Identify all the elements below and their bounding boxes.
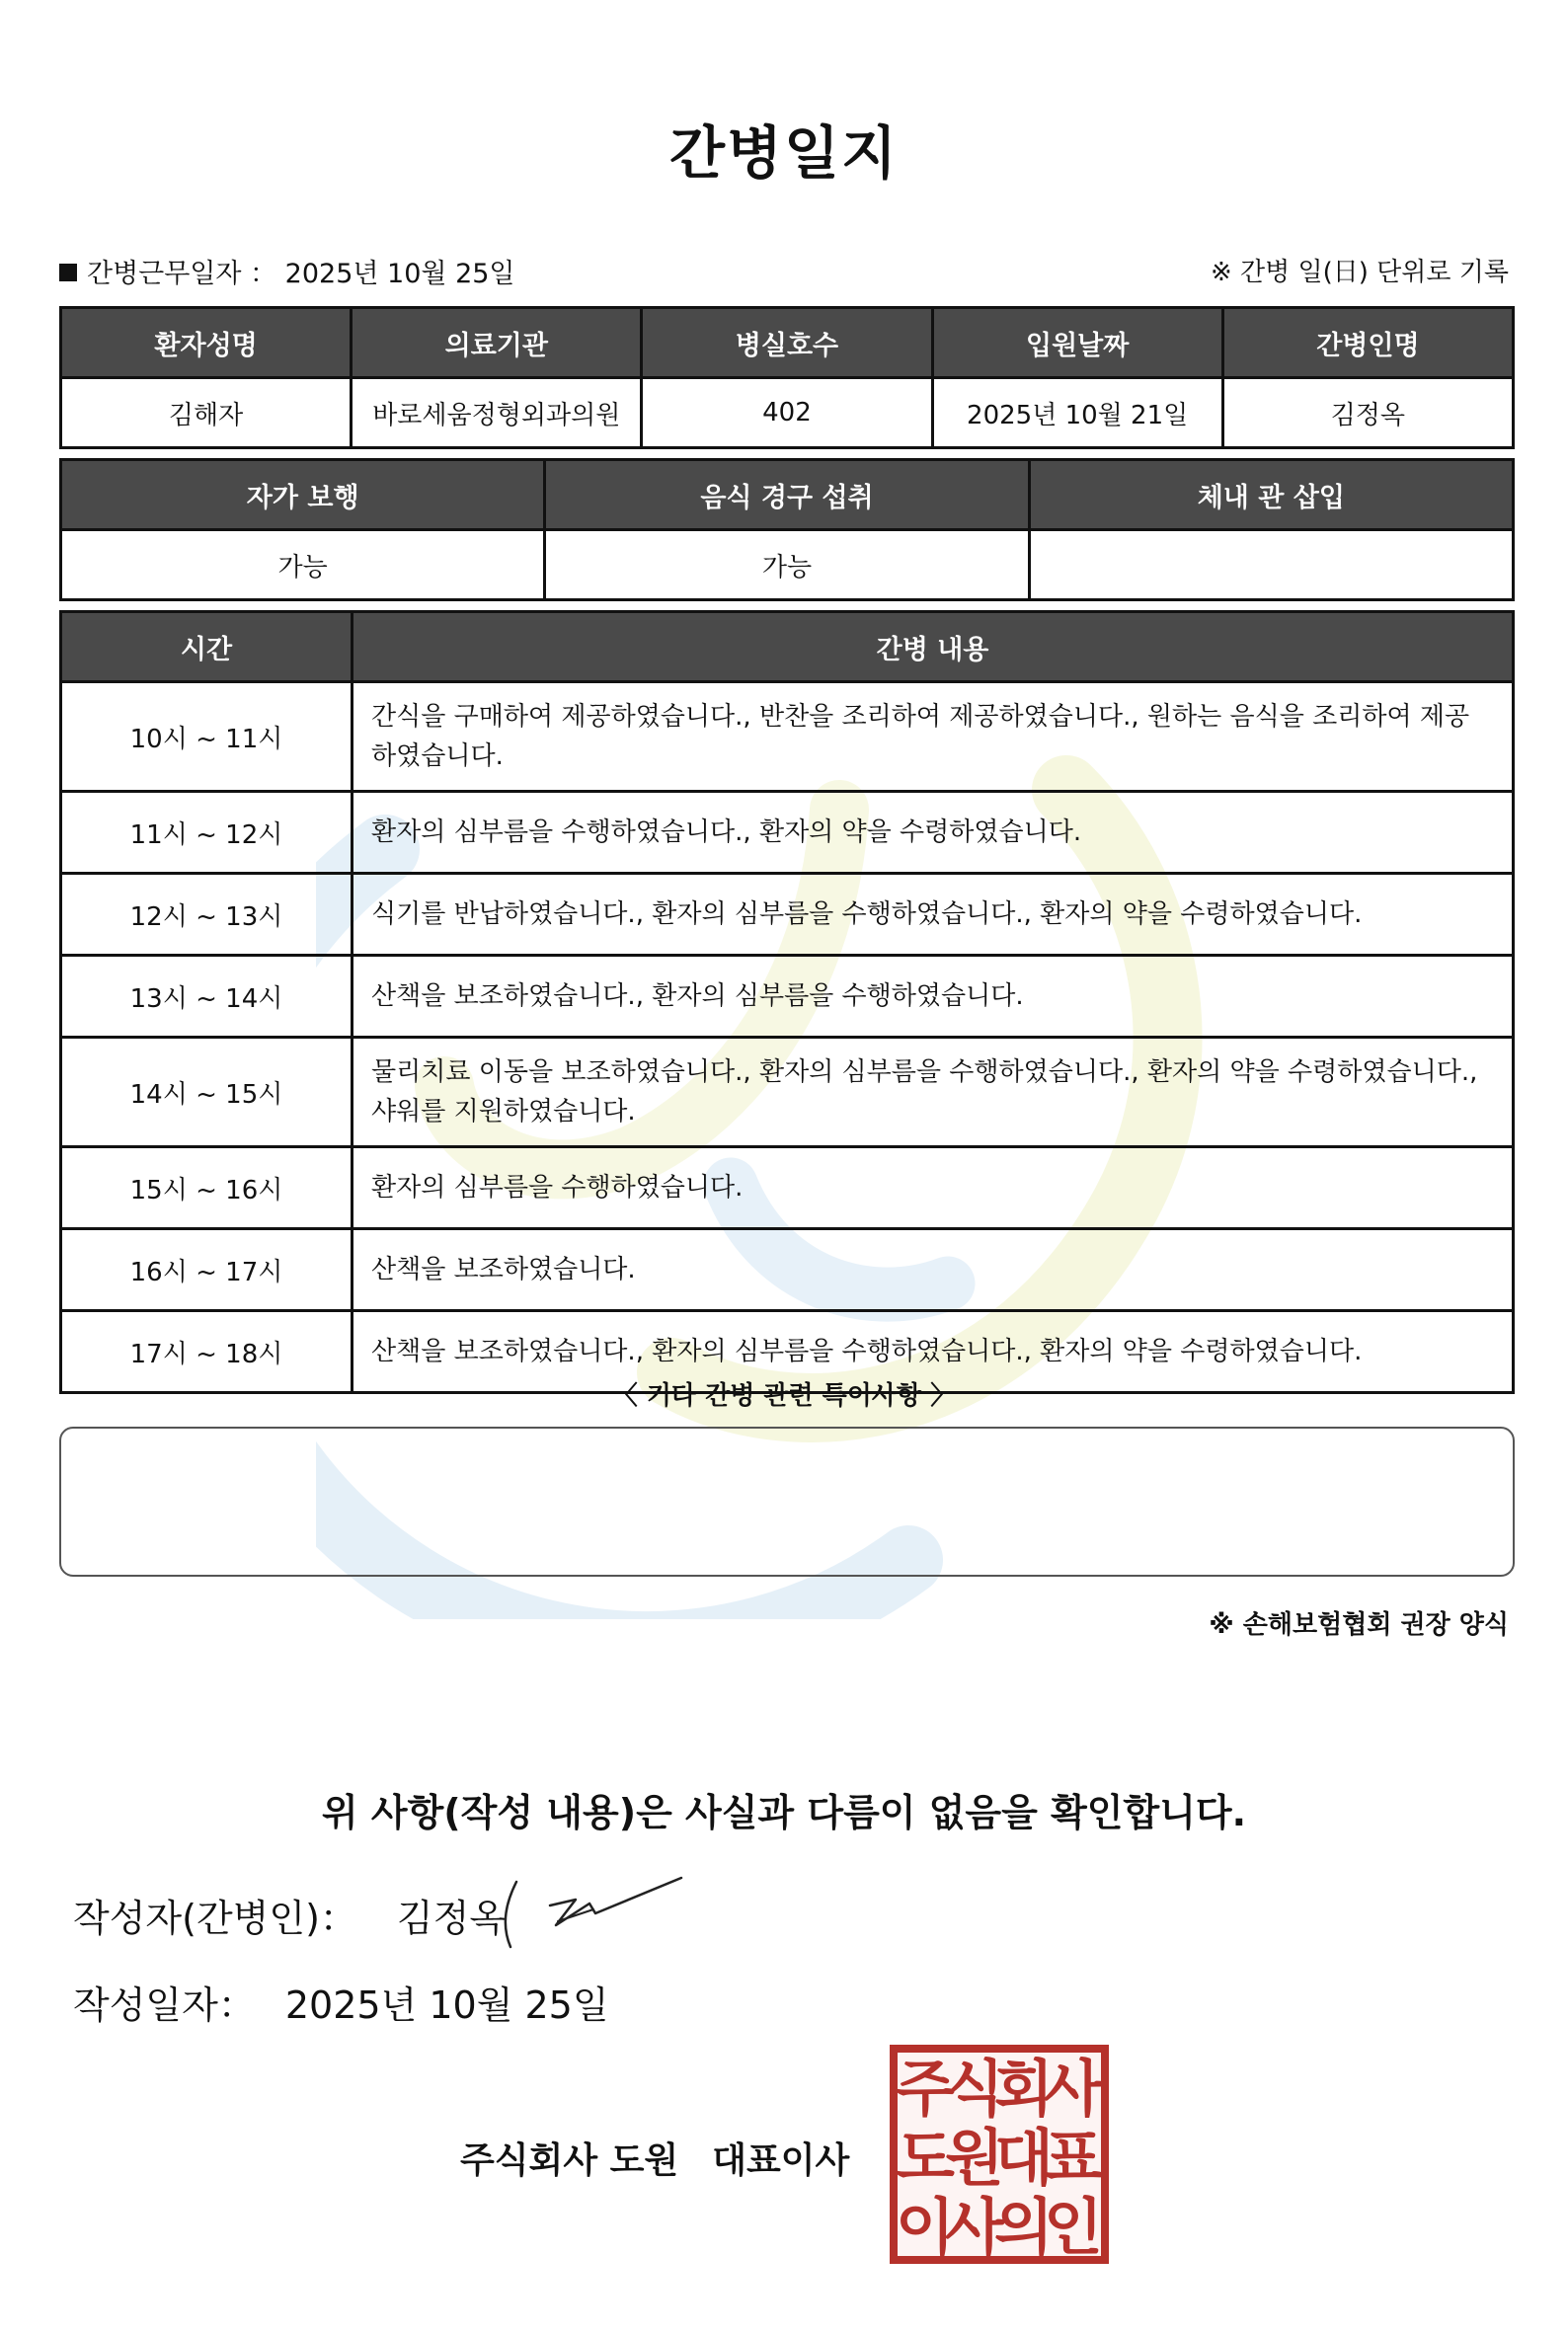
svg-text:식: 식: [945, 2053, 1004, 2125]
patient-header-row: [61, 308, 1514, 378]
work-date-line: [59, 252, 515, 290]
caregiver-name: 김정옥: [1222, 378, 1513, 448]
table-row: [61, 1147, 1514, 1229]
svg-text:대: 대: [994, 2122, 1054, 2194]
care-content: 식기를 반납하였습니다., 환자의 심부름을 수행하였습니다., 환자의 약을 수령하였습니다.: [353, 874, 1514, 956]
record-note: ※ 간병 일(日) 단위로 기록: [1210, 258, 1509, 287]
care-time: 11시 ~ 12시: [61, 792, 353, 874]
company-signature-line: [460, 2133, 849, 2183]
care-time: 17시 ~ 18시: [61, 1311, 353, 1393]
svg-text:원: 원: [945, 2122, 1004, 2194]
care-content: 간식을 구매하여 제공하였습니다., 반찬을 조리하여 제공하였습니다., 원하는 음식을 조리하여 제공하였습니다.: [353, 682, 1514, 792]
work-date-value: 2025년 10월 25일: [284, 259, 515, 289]
tube-insertion-value: [1029, 530, 1513, 600]
status-value-row: [61, 530, 1514, 600]
written-date-line: [73, 1975, 609, 2029]
author-name: 김정옥: [396, 1897, 507, 1940]
care-content: 산책을 보조하였습니다., 환자의 심부름을 수행하였습니다.: [353, 956, 1514, 1038]
svg-text:사: 사: [1044, 2053, 1103, 2125]
form-note: ※ 손해보험협회 권장 양식: [1209, 1610, 1509, 1640]
table-row: [61, 1038, 1514, 1147]
table-row: [61, 956, 1514, 1038]
svg-text:이: 이: [896, 2191, 955, 2263]
company-seal-stamp: [889, 2044, 1110, 2265]
notes-title: 〈 기타 간병 관련 특이사항 〉: [611, 1381, 957, 1411]
care-time: 16시 ~ 17시: [61, 1229, 353, 1311]
square-bullet-icon: [59, 264, 77, 281]
author-line: [73, 1888, 506, 1942]
confirmation-statement: 위 사항(작성 내용)은 사실과 다름이 없음을 확인합니다.: [321, 1791, 1247, 1834]
admission-date: 2025년 10월 21일: [932, 378, 1222, 448]
status-header-row: [61, 460, 1514, 530]
table-row: [61, 682, 1514, 792]
header-institution: 의료기관: [352, 308, 642, 378]
written-date-label: 작성일자：: [73, 1983, 256, 2027]
care-content: 산책을 보조하였습니다.: [353, 1229, 1514, 1311]
svg-text:인: 인: [1044, 2191, 1103, 2263]
care-time: 13시 ~ 14시: [61, 956, 353, 1038]
handwritten-signature: [499, 1874, 686, 1953]
patient-name: 김해자: [61, 378, 352, 448]
care-time: 14시 ~ 15시: [61, 1038, 353, 1147]
author-label: 작성자(간병인)：: [73, 1897, 357, 1940]
table-row: [61, 874, 1514, 956]
svg-text:주: 주: [896, 2053, 955, 2125]
table-row: [61, 792, 1514, 874]
work-date-label: 간병근무일자 ：: [87, 259, 277, 289]
care-time: 12시 ~ 13시: [61, 874, 353, 956]
care-header-row: [61, 612, 1514, 682]
patient-status-table: [59, 458, 1515, 601]
header-care-content: 간병 내용: [353, 612, 1514, 682]
company-name: 주식회사 도원: [460, 2140, 679, 2181]
patient-info-table: [59, 306, 1515, 449]
oral-intake-value: 가능: [545, 530, 1029, 600]
written-date-value: 2025년 10월 25일: [284, 1983, 609, 2027]
self-walking-value: 가능: [61, 530, 545, 600]
care-time: 10시 ~ 11시: [61, 682, 353, 792]
company-title: 대표이사: [712, 2140, 850, 2181]
patient-value-row: [61, 378, 1514, 448]
header-oral-intake: 음식 경구 섭취: [545, 460, 1029, 530]
header-admission-date: 입원날짜: [932, 308, 1222, 378]
header-tube-insertion: 체내 관 삽입: [1029, 460, 1513, 530]
table-row: [61, 1229, 1514, 1311]
svg-text:도: 도: [896, 2122, 955, 2194]
institution-name: 바로세움정형외과의원: [352, 378, 642, 448]
header-caregiver-name: 간병인명: [1222, 308, 1513, 378]
care-time: 15시 ~ 16시: [61, 1147, 353, 1229]
care-content: 환자의 심부름을 수행하였습니다.: [353, 1147, 1514, 1229]
svg-text:의: 의: [994, 2191, 1054, 2263]
header-patient-name: 환자성명: [61, 308, 352, 378]
care-content: 물리치료 이동을 보조하였습니다., 환자의 심부름을 수행하였습니다., 환자의 약을 수령하였습니다., 샤워를 지원하였습니다.: [353, 1038, 1514, 1147]
page-title: 간병일지: [668, 119, 900, 187]
header-room-number: 병실호수: [642, 308, 932, 378]
care-content: 산책을 보조하였습니다., 환자의 심부름을 수행하였습니다., 환자의 약을 수령하였습니다.: [353, 1311, 1514, 1393]
notes-box: [59, 1427, 1515, 1577]
room-number: 402: [642, 378, 932, 448]
header-self-walking: 자가 보행: [61, 460, 545, 530]
care-content: 환자의 심부름을 수행하였습니다., 환자의 약을 수령하였습니다.: [353, 792, 1514, 874]
svg-text:표: 표: [1044, 2122, 1103, 2194]
header-time: 시간: [61, 612, 353, 682]
svg-text:사: 사: [945, 2191, 1004, 2263]
svg-text:회: 회: [994, 2053, 1054, 2125]
care-log-table: [59, 610, 1515, 1394]
